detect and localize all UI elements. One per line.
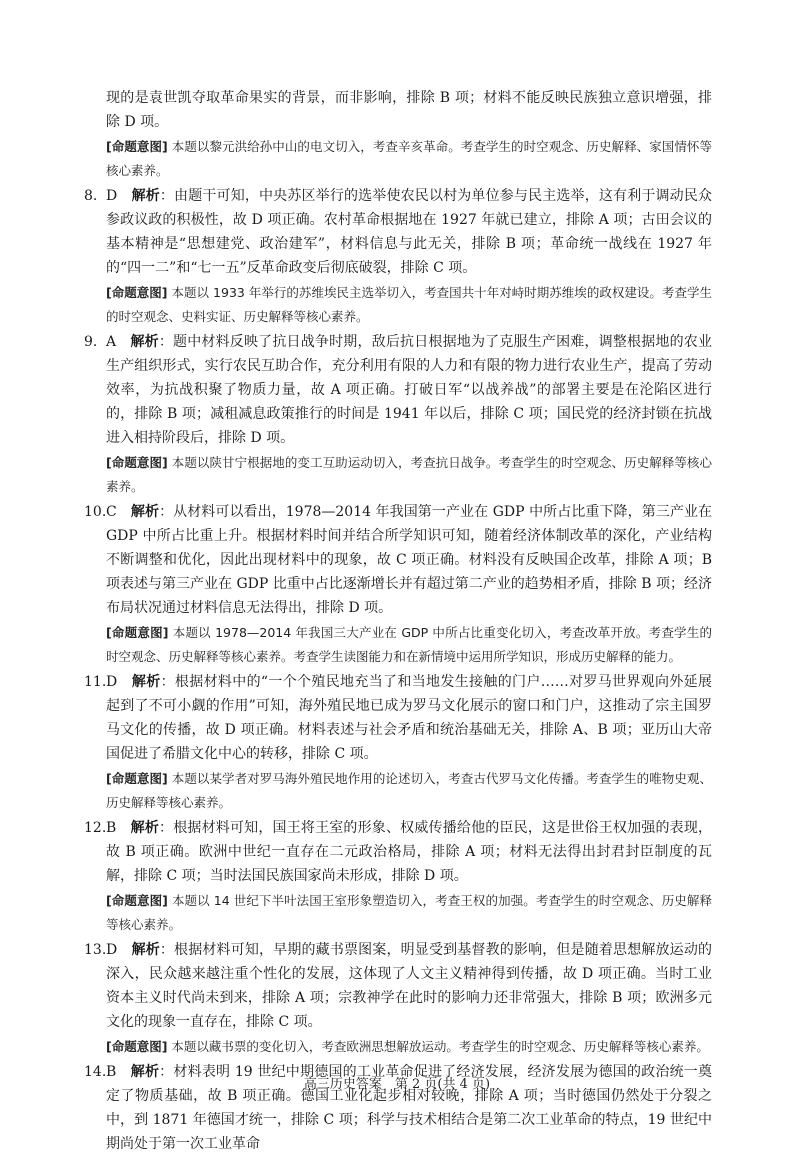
item-number: 9.: [84, 334, 98, 350]
item-answer: D: [106, 942, 118, 958]
note-tag: [命题意图]: [106, 625, 169, 640]
note-tag: [命题意图]: [106, 893, 168, 908]
analysis-text: ：根据材料可知，早期的藏书票图案，明显受到基督教的影响，但是随着思想解放运动的深入，民众越来越注重个性化的发展，这体现了人文主义精神得到传播，故 D 项正确。当时工业资本主义时代尚未到来，排除 A 项；宗教神学在此时的影响力还非常强大，排除 B 项；欧洲多元文化的现象一直存在，排除 C 项。: [106, 942, 713, 1030]
page-footer: 高三历史答案 第 2 页(共 4 页): [303, 1077, 491, 1092]
item-text: [106, 816, 712, 888]
analysis-keyword: 解析: [130, 504, 160, 520]
analysis-text: ：从材料可以看出，1978—2014 年我国第一产业在 GDP 中所占比重下降，第三产业在 GDP 中所占比重上升。根据材料时间并结合所学知识可知，随着经济体制改革的深化，产业结构不断调整和优化，因此出现材料中的现象，故 C 项正确。材料没有反映国企改革，排除 A 项；B 项表述与第三产业在 GDP 比重中占比逐渐增长并有超过第二产业的趋势相矛盾，排除 B 项；经济布局状况通过材料信息无法得出，排除 D 项。: [106, 504, 713, 616]
answer-item-13: [84, 938, 712, 1059]
item-answer: C: [106, 504, 117, 520]
intro-text: 现的是袁世凯夺取革命果实的背景，而非影响，排除 B 项；材料不能反映民族独立意识增强，排除 D 项。: [106, 90, 712, 130]
analysis-text: ：根据材料中的“一个个殖民地充当了和当地发生接触的门户……对罗马世界观向外延展起到了不可小觑的作用”可知，海外殖民地已成为罗马文化展示的窗口和门户，这推动了宗主国罗马文化的传播，故 D 项正确。材料表述与社会矛盾和统治基础无关，排除 A、B 项；亚历山大帝国促进了希腊文化中心的转移，排除 C 项。: [106, 674, 713, 762]
item-number: 8.: [84, 188, 98, 204]
item-text: [106, 670, 712, 766]
analysis-text: ：材料表明 19 世纪中期德国的工业革命促进了经济发展，经济发展为德国的政治统一奠定了物质基础，故 B 项正确。德国工业化起步相对较晚，排除 A 项；当时德国仍然处于分裂之中，到 1871 年德国才统一，排除 C 项；科学与技术相结合是第二次工业革命的特点，19 世纪中期尚处于第一次工业革命: [106, 1064, 713, 1152]
analysis-keyword: 解析: [131, 674, 161, 690]
item-note: [106, 451, 712, 499]
note-text: 本题以藏书票的变化切入，考查欧洲思想解放运动。考查学生的时空观念、历史解释等核心素养。: [171, 1039, 709, 1054]
note-text: 本题以黎元洪给孙中山的电文切入，考查辛亥革命。考查学生的时空观念、历史解释、家国情怀等核心素养。: [106, 139, 712, 178]
item-number: 12.: [84, 820, 107, 836]
item-answer: D: [106, 674, 118, 690]
analysis-text: ：根据材料可知，国王将王室的形象、权威传播给他的臣民，这是世俗王权加强的表现，故 B 项正确。欧洲中世纪一直存在二元政治格局，排除 A 项；材料无法得出封君封臣制度的瓦解，排除 C 项；当时法国民族国家尚未形成，排除 D 项。: [106, 820, 713, 884]
analysis-keyword: 解析: [131, 942, 160, 958]
item-answer: D: [106, 188, 118, 204]
answer-item-9: [84, 330, 712, 499]
analysis-keyword: 解析: [130, 820, 160, 836]
item-number: 11.: [84, 674, 107, 690]
note-text: 本题以 1978—2014 年我国三大产业在 GDP 中所占比重变化切入，考查改革开放。考查学生的时空观念、历史解释等核心素养。考查学生读图能力和在新情境中运用所学知识，形成历史解释的能力。: [106, 625, 712, 664]
note-text: 本题以陕甘宁根据地的变工互助运动切入，考查抗日战争。考查学生的时空观念、历史解释等核心素养。: [106, 455, 712, 494]
intro-block: [84, 86, 712, 183]
note-tag: [命题意图]: [106, 455, 168, 470]
answer-item-10: [84, 500, 712, 669]
item-note: [106, 1035, 712, 1059]
analysis-keyword: 解析: [130, 1064, 160, 1080]
note-tag: [命题意图]: [106, 285, 168, 300]
item-note: [106, 281, 712, 329]
note-text: 本题以 14 世纪下半叶法国王室形象塑造切入，考查王权的加强。考查学生的时空观念、历史解释等核心素养。: [106, 893, 712, 932]
note-text: 本题以某学者对罗马海外殖民地作用的论述切入，考查古代罗马文化传播。考查学生的唯物史观、历史解释等核心素养。: [106, 771, 712, 810]
item-text: [106, 938, 712, 1034]
item-note: [106, 621, 712, 669]
analysis-keyword: 解析: [130, 334, 159, 350]
note-text: 本题以 1933 年举行的苏维埃民主选举切入，考查国共十年对峙时期苏维埃的政权建设。考查学生的时空观念、史料实证、历史解释等核心素养。: [106, 285, 712, 324]
intro-note: [84, 135, 712, 183]
answer-item-8: [84, 184, 712, 329]
item-note: [106, 767, 712, 815]
item-answer: A: [106, 334, 117, 350]
analysis-keyword: 解析: [131, 188, 160, 204]
item-number: 10.: [84, 504, 107, 520]
answer-item-12: [84, 816, 712, 937]
note-tag: [命题意图]: [106, 139, 168, 154]
analysis-text: ：由题干可知，中央苏区举行的选举使农民以村为单位参与民主选举，这有利于调动民众参政议政的积极性，故 D 项正确。农村革命根据地在 1927 年就已建立，排除 A 项；古田会议的基本精神是“思想建党、政治建军”，材料信息与此无关，排除 B 项；革命统一战线在 1927 年的“四一二”和“七一五”反革命政变后彻底破裂，排除 C 项。: [106, 188, 713, 276]
item-text: [106, 184, 712, 280]
item-text: [106, 500, 712, 620]
item-answer: B: [106, 1064, 117, 1080]
analysis-text: ：题中材料反映了抗日战争时期，敌后抗日根据地为了克服生产困难，调整根据地的农业生产组织形式，实行农民互助合作，充分利用有限的人力和有限的物力进行农业生产，提高了劳动效率，为抗战积聚了物质力量，故 A 项正确。打破日军“以战养战”的部署主要是在沦陷区进行的，排除 B 项；减租减息政策推行的时间是 1941 年以后，排除 C 项；国民党的经济封锁在抗战进入相持阶段后，排除 D 项。: [106, 334, 712, 446]
item-answer: B: [106, 820, 117, 836]
item-number: 14.: [84, 1064, 107, 1080]
item-note: [106, 889, 712, 937]
answer-item-11: [84, 670, 712, 815]
item-number: 13.: [84, 942, 107, 958]
note-tag: [命题意图]: [106, 771, 168, 786]
item-text: [106, 330, 712, 450]
note-tag: [命题意图]: [106, 1039, 168, 1054]
